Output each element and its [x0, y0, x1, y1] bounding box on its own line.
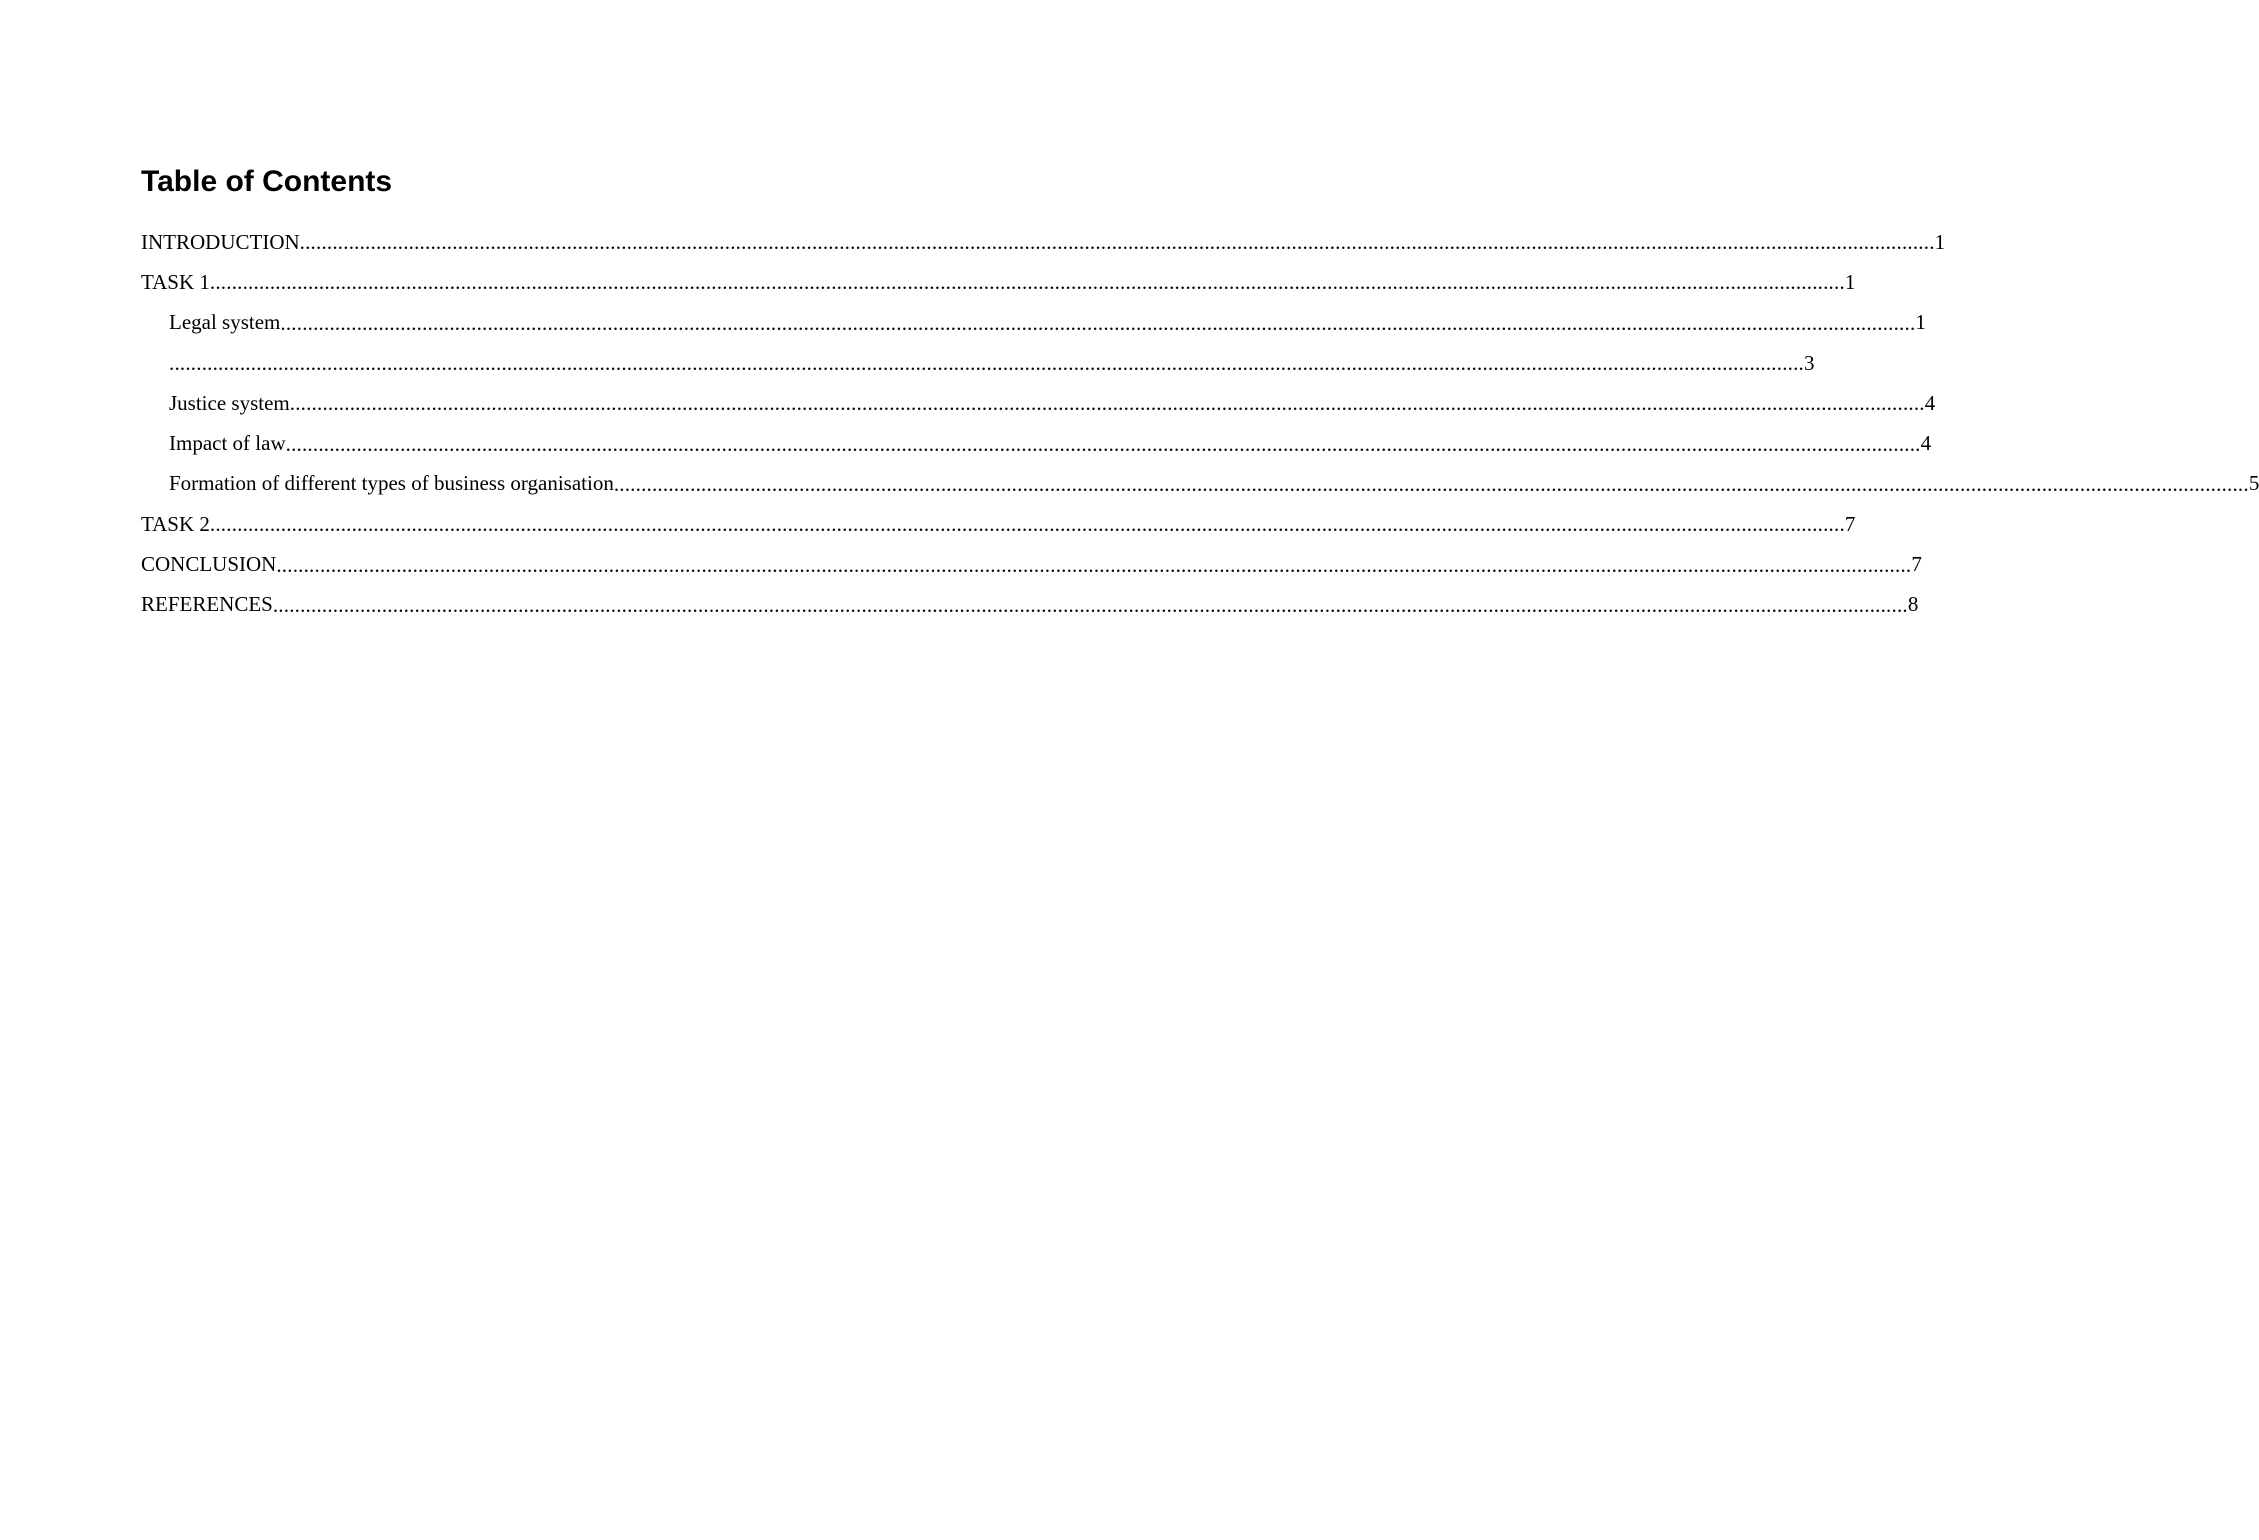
- toc-title: Table of Contents: [141, 165, 393, 198]
- toc-page-number: 7: [1844, 511, 1856, 536]
- toc-list: [141, 222, 2259, 625]
- toc-page-number: 4: [1924, 390, 1936, 415]
- toc-leader-dots: ............................................................................................................................................................................................................................................................................................................: [272, 592, 1908, 617]
- toc-entry-legal-system[interactable]: [169, 303, 1926, 343]
- toc-leader-dots: ............................................................................................................................................................................................................................................................................................................: [613, 471, 2249, 496]
- toc-leader-dots: ............................................................................................................................................................................................................................................................................................................: [299, 230, 1935, 255]
- toc-leader-dots: ............................................................................................................................................................................................................................................................................................................: [209, 270, 1845, 295]
- toc-entry-business-organisation[interactable]: [169, 464, 2259, 504]
- toc-page-number: 1: [1934, 229, 1946, 254]
- toc-leader-dots: ............................................................................................................................................................................................................................................................................................................: [280, 310, 1916, 335]
- toc-entry-label: Justice system: [169, 390, 290, 415]
- toc-entry-label: CONCLUSION: [141, 552, 277, 577]
- toc-entry-label: INTRODUCTION: [141, 229, 300, 254]
- toc-leader-dots: ............................................................................................................................................................................................................................................................................................................: [285, 431, 1921, 456]
- toc-entry-label: Impact of law: [169, 431, 286, 456]
- toc-entry-task-2[interactable]: [141, 504, 1856, 544]
- toc-leader-dots: ............................................................................................................................................................................................................................................................................................................: [289, 391, 1925, 416]
- toc-page-number: 7: [1911, 552, 1922, 577]
- toc-leader-dots: ............................................................................................................................................................................................................................................................................................................: [169, 351, 1804, 376]
- toc-entry-label: TASK 2: [141, 511, 210, 536]
- toc-entry-label: Formation of different types of business organisation: [169, 471, 614, 496]
- toc-entry-task-1[interactable]: [141, 262, 1856, 302]
- toc-page-number: 4: [1920, 431, 1932, 456]
- toc-page-number: 8: [1907, 592, 1919, 617]
- toc-entry-references[interactable]: [141, 585, 1919, 625]
- toc-page-number: 5: [2248, 471, 2259, 496]
- toc-entry-introduction[interactable]: [141, 222, 1946, 262]
- toc-entry-label: TASK 1: [141, 269, 210, 294]
- toc-page-number: 3: [1804, 350, 1815, 375]
- toc-leader-dots: ............................................................................................................................................................................................................................................................................................................: [209, 512, 1845, 537]
- toc-page-number: 1: [1844, 269, 1856, 294]
- toc-page-number: 1: [1915, 310, 1926, 335]
- toc-entry-untitled[interactable]: [169, 343, 1815, 383]
- toc-entry-label: REFERENCES: [141, 592, 273, 617]
- toc-entry-impact-of-law[interactable]: [169, 423, 1932, 463]
- toc-leader-dots: ............................................................................................................................................................................................................................................................................................................: [276, 552, 1912, 577]
- toc-entry-conclusion[interactable]: [141, 544, 1922, 584]
- toc-entry-justice-system[interactable]: [169, 383, 1936, 423]
- toc-entry-label: Legal system: [169, 310, 281, 335]
